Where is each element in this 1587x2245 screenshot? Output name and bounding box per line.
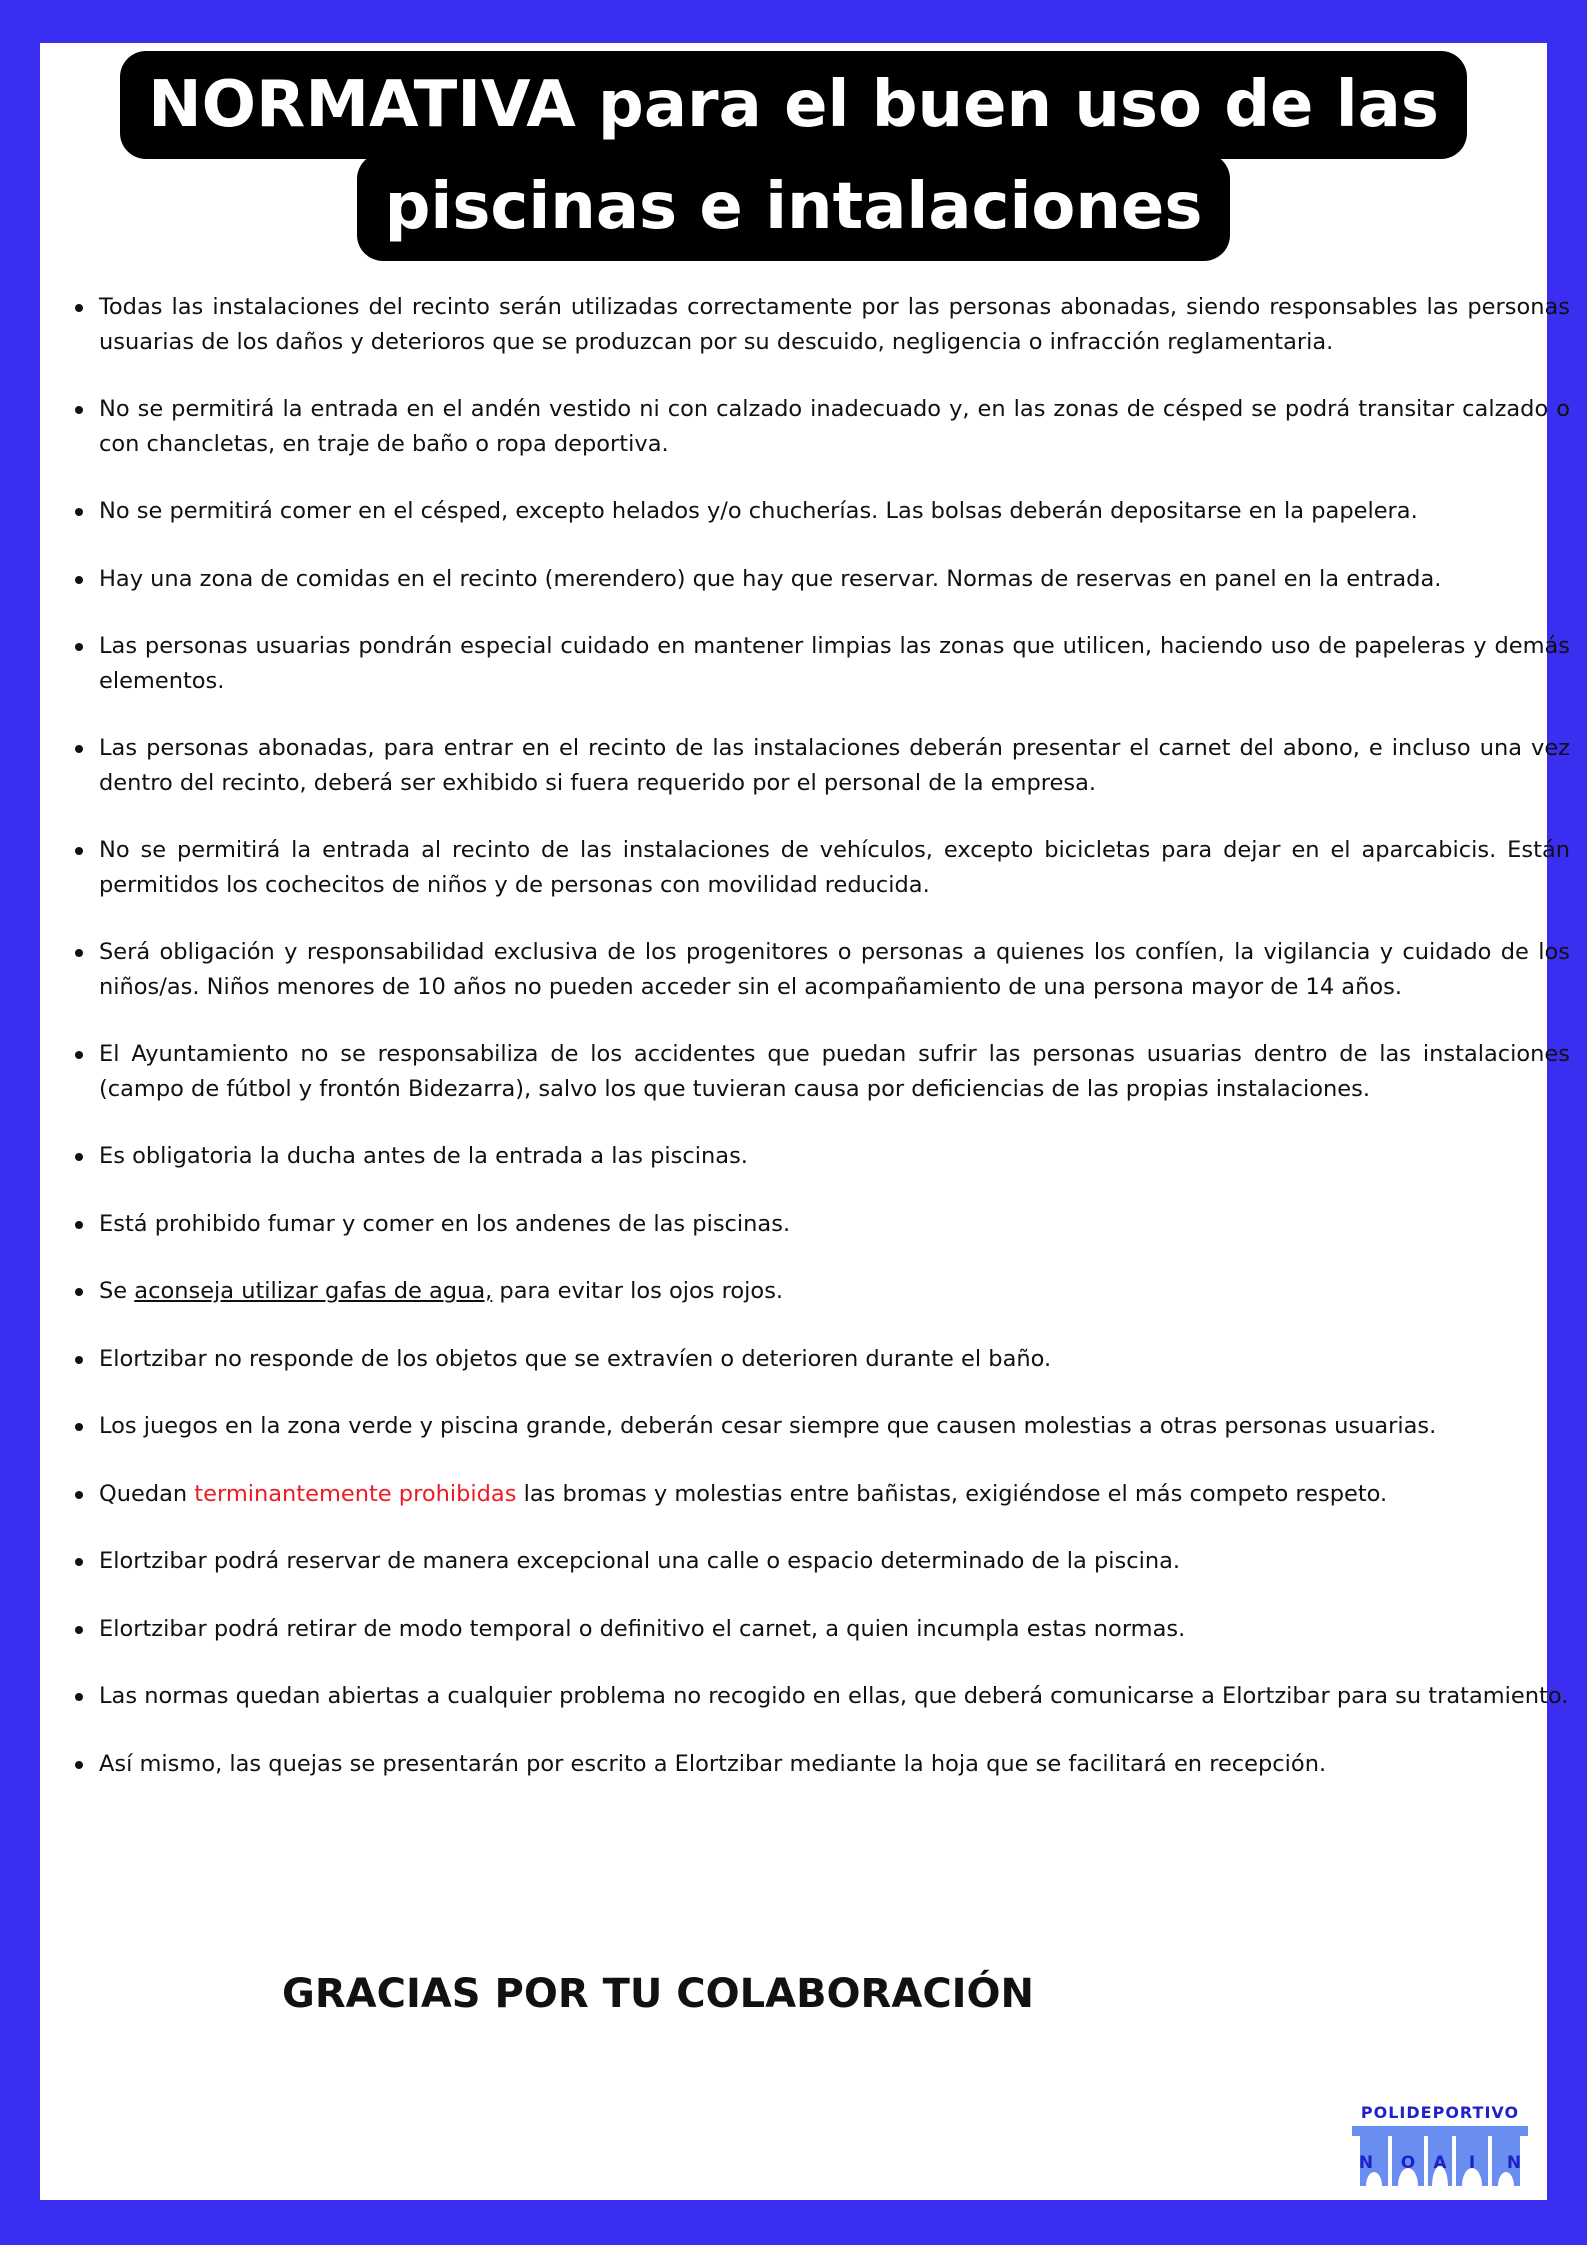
bullet-icon [75, 1356, 83, 1364]
bullet-icon [75, 1626, 83, 1634]
rule-text: Elortzibar podrá reservar de manera excepcional una calle o espacio determinado de la piscina. [99, 1548, 1181, 1574]
rule-text: Todas las instalaciones del recinto serán utilizadas correctamente por las personas abonadas, siendo responsables las personas usuarias de los daños y deterioros que se produzcan por su descuido, negligencia o infracción reglamentaria. [99, 294, 1570, 355]
bullet-icon [75, 508, 83, 516]
rule-text-before: Se [99, 1278, 135, 1304]
bullet-icon [75, 406, 83, 414]
logo-letter: O [1400, 2153, 1416, 2173]
rule-item [99, 1544, 1570, 1579]
rule-text-after: las bromas y molestias entre bañistas, exigiéndose el más competo respeto. [516, 1480, 1388, 1507]
rule-text: Los juegos en la zona verde y piscina grande, deberán cesar siempre que causen molestias a otras personas usuarias. [99, 1413, 1437, 1439]
rule-text: Las personas abonadas, para entrar en el recinto de las instalaciones deberán presentar el carnet del abono, e incluso una vez dentro del recinto, deberá ser exhibido si fuera requerido por el personal de la empresa. [99, 735, 1570, 796]
rule-text: Es obligatoria la ducha antes de la entrada a las piscinas. [99, 1143, 748, 1169]
rule-item [99, 290, 1570, 359]
title-line-1: NORMATIVA para el buen uso de las [120, 51, 1467, 159]
rule-item [99, 833, 1570, 902]
bullet-icon [75, 847, 83, 855]
rule-item [99, 562, 1570, 597]
rule-text: El Ayuntamiento no se responsabiliza de los accidentes que puedan sufrir las personas usuarias dentro de las instalaciones (campo de fútbol y frontón Bidezarra), salvo los que tuvieran causa por deficiencias de las propias instalaciones. [99, 1041, 1570, 1102]
rule-item [99, 1679, 1570, 1714]
title-line-2: piscinas e intalaciones [357, 153, 1231, 261]
rule-item [99, 731, 1570, 800]
bullet-icon [75, 1761, 83, 1769]
poster-sheet [40, 43, 1570, 2200]
logo-top-text: POLIDEPORTIVO [1360, 2103, 1520, 2122]
rule-item [99, 1747, 1570, 1782]
rule-item [99, 494, 1570, 529]
logo-letter: I [1468, 2153, 1476, 2173]
bullet-icon [75, 1693, 83, 1701]
polideportivo-logo [1345, 2103, 1535, 2191]
bullet-icon [75, 304, 83, 312]
bullet-icon [75, 1491, 83, 1499]
rule-text-after: para evitar los ojos rojos. [492, 1278, 784, 1304]
bridge-arches-icon [1352, 2124, 1528, 2188]
logo-letter: N [1506, 2153, 1522, 2173]
logo-letter: N [1358, 2153, 1374, 2173]
bullet-icon [75, 576, 83, 584]
poster-title [40, 51, 1547, 261]
bullet-icon [75, 1221, 83, 1229]
bullet-icon [75, 1288, 83, 1296]
rule-item [99, 629, 1570, 698]
rule-text: Las personas usuarias pondrán especial cuidado en mantener limpias las zonas que utilicen, haciendo uso de papeleras y demás elementos. [99, 633, 1570, 694]
bullet-icon [75, 1558, 83, 1566]
rule-text: Elortzibar no responde de los objetos que se extravíen o deterioren durante el baño. [99, 1345, 1052, 1372]
rule-text: No se permitirá la entrada en el andén vestido ni con calzado inadecuado y, en las zonas de césped se podrá transitar calzado o con chancletas, en traje de baño o ropa deportiva. [99, 396, 1570, 457]
rule-text: No se permitirá la entrada al recinto de las instalaciones de vehículos, excepto bicicletas para dejar en el aparcabicis. Están permitidos los cochecitos de niños y de personas con movilidad reducida. [99, 837, 1570, 898]
bullet-icon [75, 949, 83, 957]
rule-item [99, 1409, 1570, 1444]
rule-text-underlined: aconseja utilizar gafas de agua, [134, 1278, 493, 1304]
rule-item [99, 392, 1570, 461]
rule-item [99, 1037, 1570, 1106]
rule-item [99, 1612, 1570, 1647]
rule-item [99, 1274, 1570, 1309]
rule-text: Elortzibar podrá retirar de modo temporal o definitivo el carnet, a quien incumpla estas normas. [99, 1615, 1186, 1642]
thanks-message: GRACIAS POR TU COLABORACIÓN [282, 1971, 1035, 2017]
rules-list [99, 290, 1570, 1814]
rule-item [99, 1139, 1570, 1174]
rule-text: Así mismo, las quejas se presentarán por escrito a Elortzibar mediante la hoja que se facilitará en recepción. [99, 1750, 1327, 1777]
bullet-icon [75, 643, 83, 651]
rule-item [99, 935, 1570, 1004]
bullet-icon [75, 1051, 83, 1059]
bullet-icon [75, 1423, 83, 1431]
bullet-icon [75, 745, 83, 753]
logo-letter: A [1433, 2153, 1447, 2173]
rule-item [99, 1477, 1570, 1512]
rule-text: Las normas quedan abiertas a cualquier problema no recogido en ellas, que deberá comunicarse a Elortzibar para su tratamiento. [99, 1683, 1569, 1709]
rule-text: Será obligación y responsabilidad exclusiva de los progenitores o personas a quienes los confíen, la vigilancia y cuidado de los niños/as. Niños menores de 10 años no pueden acceder sin el acompañamiento de una persona mayor de 14 años. [99, 939, 1570, 1000]
rule-text-before: Quedan [99, 1480, 195, 1507]
rule-text: Hay una zona de comidas en el recinto (merendero) que hay que reservar. Normas de reservas en panel en la entrada. [99, 565, 1442, 592]
rule-item [99, 1342, 1570, 1377]
rule-text: Está prohibido fumar y comer en los andenes de las piscinas. [99, 1210, 791, 1237]
bullet-icon [75, 1153, 83, 1161]
rule-text: No se permitirá comer en el césped, excepto helados y/o chucherías. Las bolsas deberán depositarse en la papelera. [99, 498, 1418, 524]
rule-item [99, 1207, 1570, 1242]
rule-text-highlight: terminantemente prohibidas [194, 1480, 517, 1507]
